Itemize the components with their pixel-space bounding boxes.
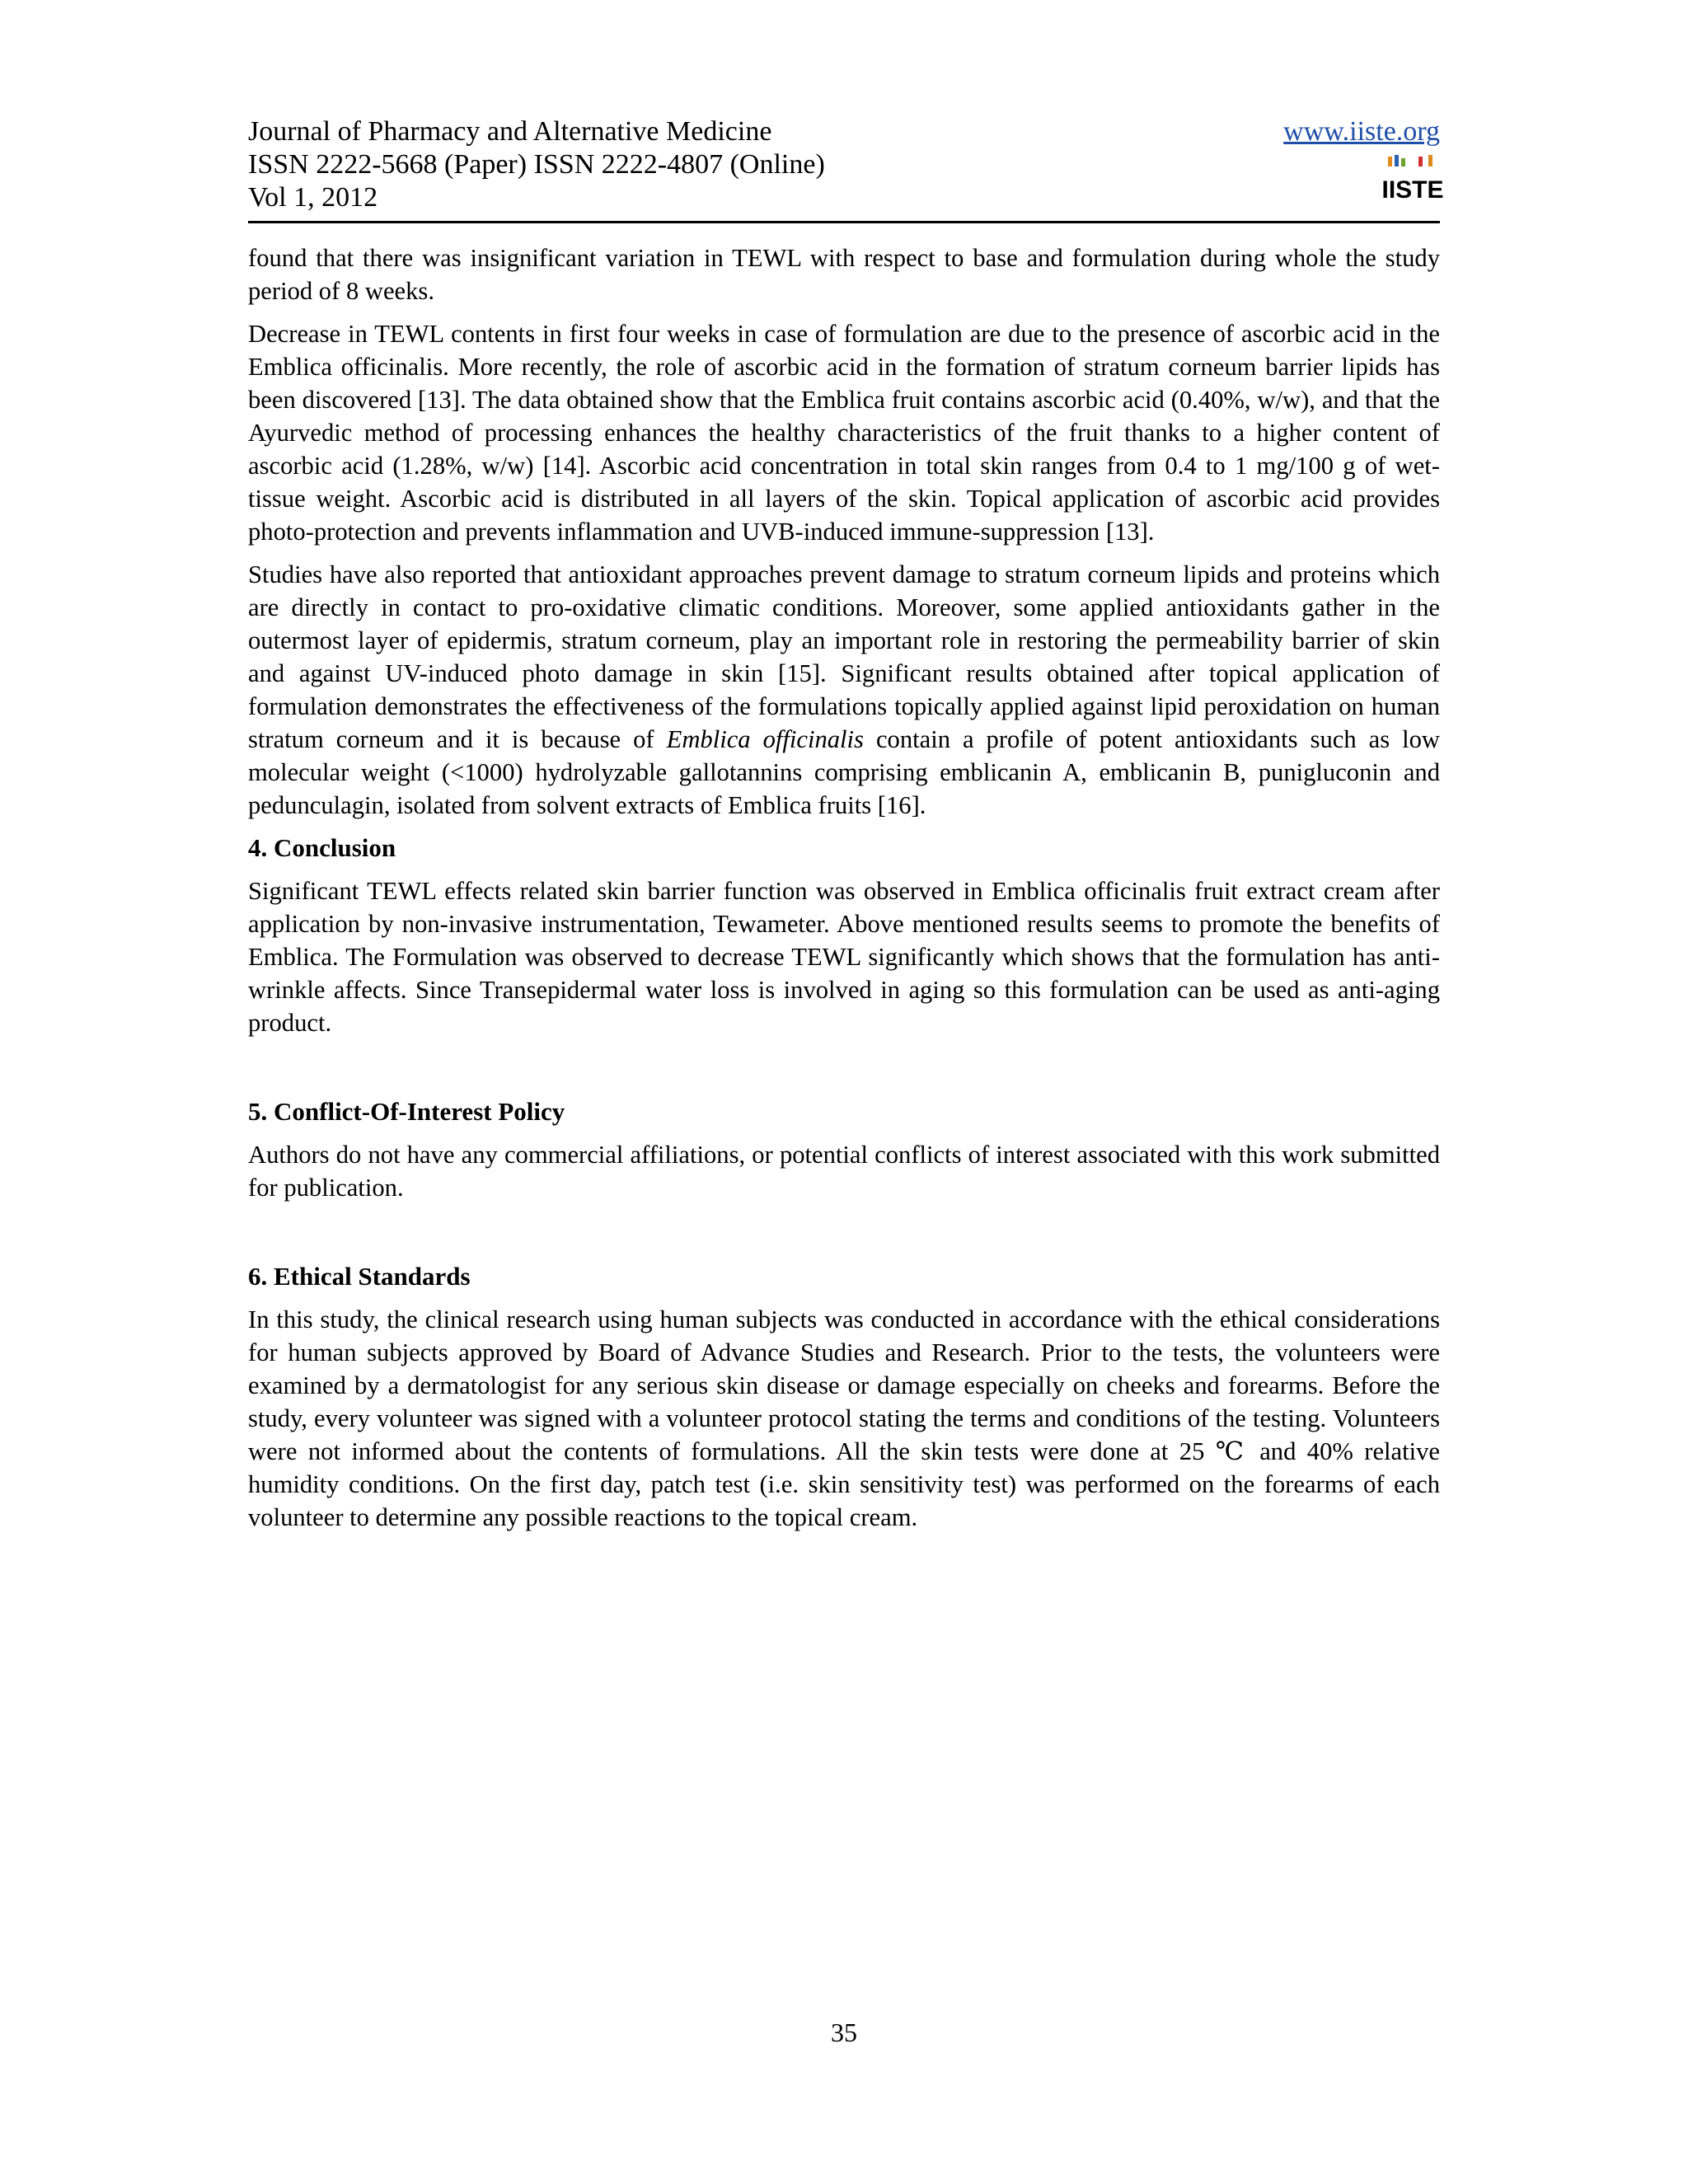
section-heading-conflict: 5. Conflict-Of-Interest Policy <box>248 1097 565 1126</box>
paragraph <box>248 558 1440 822</box>
header-right <box>1283 115 1444 210</box>
paragraph: Authors do not have any commercial affiliations, or potential conflicts of interest associated with this work submitted for publication. <box>248 1141 1440 1202</box>
paragraph-text: contain a profile of potent antioxidants such as low molecular weight (<1000) hydrolyzable gallotannins comprising emblicanin A, emblicanin B, punigluconin and pedunculagin, isolated from solvent extracts of Emblica fruits [16]. <box>248 725 1441 819</box>
article-body <box>248 241 1440 1534</box>
paragraph: In this study, the clinical research using human subjects was conducted in accordance with the ethical considerations for human subjects approved by Board of Advance Studies and Research. Prior to the tests, the volunteers were examined by a dermatologist for any serious skin disease or damage especially on cheeks and forearms. Before the study, every volunteer was signed with a volunteer protocol stating the terms and conditions of the testing. Volunteers were not informed about the contents of formulations. All the skin tests were done at 25 ℃ and 40% relative humidity conditions. On the first day, patch test (i.e. skin sensitivity test) was performed on the forearms of each volunteer to determine any possible reactions to the topical cream. <box>248 1305 1440 1531</box>
page <box>248 115 1444 1544</box>
journal-info <box>248 115 825 214</box>
page-header <box>248 115 1444 223</box>
iiste-logo-icon <box>1381 152 1444 206</box>
journal-title: Journal of Pharmacy and Alternative Medicine <box>248 116 772 147</box>
volume-line: Vol 1, 2012 <box>248 182 378 213</box>
website-link[interactable]: www.iiste.org <box>1283 116 1440 147</box>
spacer <box>248 1214 1440 1260</box>
page-number: 35 <box>831 2018 857 2047</box>
paragraph: Significant TEWL effects related skin barrier function was observed in Emblica officinalis fruit extract cream after application by non-invasive instrumentation, Tewameter. Above mentioned results seems to promote the benefits of Emblica. The Formulation was observed to decrease TEWL significantly which shows that the formulation has anti-wrinkle affects. Since Transepidermal water loss is involved in aging so this formulation can be used as anti-aging product. <box>248 877 1440 1037</box>
section-heading-conclusion: 4. Conclusion <box>248 833 396 862</box>
section-heading-ethics: 6. Ethical Standards <box>248 1262 471 1291</box>
issn-line: ISSN 2222-5668 (Paper) ISSN 2222-4807 (Online) <box>248 149 825 180</box>
spacer <box>248 1049 1440 1095</box>
species-name: Emblica officinalis <box>666 725 864 753</box>
paragraph: Decrease in TEWL contents in first four weeks in case of formulation are due to the presence of ascorbic acid in the Emblica officinalis. More recently, the role of ascorbic acid in the formation of stratum corneum barrier lipids has been discovered [13]. The data obtained show that the Emblica fruit contains ascorbic acid (0.40%, w/w), and that the Ayurvedic method of processing enhances the healthy characteristics of the fruit thanks to a higher content of ascorbic acid (1.28%, w/w) [14]. Ascorbic acid concentration in total skin ranges from 0.4 to 1 mg/100 g of wet-tissue weight. Ascorbic acid is distributed in all layers of the skin. Topical application of ascorbic acid provides photo-protection and prevents inflammation and UVB-induced immune-suppression [13]. <box>248 320 1440 546</box>
paragraph: found that there was insignificant variation in TEWL with respect to base and formulation during whole the study period of 8 weeks. <box>248 244 1440 305</box>
paragraph-text: Studies have also reported that antioxidant approaches prevent damage to stratum corneum lipids and proteins which are directly in contact to pro-oxidative climatic conditions. Moreover, some applied antioxidants gather in the outermost layer of epidermis, stratum corneum, play an important role in restoring the permeability barrier of skin and against UV-induced photo damage in skin [15]. Significant results obtained after topical application of formulation demonstrates the effectiveness of the formulations topically applied against lipid peroxidation on human stratum corneum and it is because of <box>248 560 1440 753</box>
logo-text: IISTE <box>1381 176 1444 204</box>
